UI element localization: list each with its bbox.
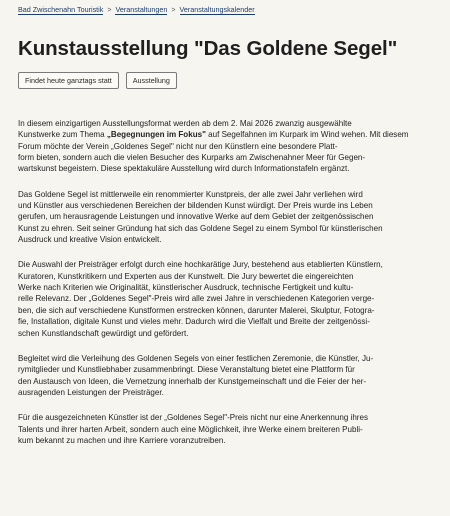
breadcrumb-link-calendar[interactable]: Veranstaltungskalender bbox=[179, 5, 255, 14]
text-line: Werke nach Kriterien wie Originalität, künstlerischer Ausdruck, technische Fertigkeit und kultu- bbox=[18, 283, 354, 293]
breadcrumb-link-events[interactable]: Veranstaltungen bbox=[115, 5, 168, 14]
text-line bbox=[18, 129, 438, 140]
text-line: Begleitet wird die Verleihung des Goldenen Segels von einer festlichen Zeremonie, die Künstler, Ju- bbox=[18, 353, 374, 363]
text-line: Kunst zu ehren. Seit seiner Gründung hat sich das Goldene Segel zu einem Symbol für künstlerischen bbox=[18, 223, 383, 233]
text-line: fie, Installation, digitale Kunst und vieles mehr. Dadurch wird die Vielfalt und Breite der zeitgenössi- bbox=[18, 317, 370, 327]
text-line: Die Auswahl der Preisträger erfolgt durch eine hochkarätige Jury, bestehend aus etablierten Künstlern, bbox=[18, 260, 383, 270]
text-line: form bieten, sondern auch die vielen Besucher des Kurparks am Zwischenahner Meer für Gegen- bbox=[18, 153, 366, 163]
highlight-theme: „Begegnungen im Fokus" bbox=[106, 130, 206, 140]
page-title: Kunstausstellung "Das Goldene Segel" bbox=[18, 37, 398, 60]
tag-category[interactable]: Ausstellung bbox=[126, 72, 177, 89]
text-segment: auf Segelfahnen im Kurpark im Wind wehen. Mit diesem bbox=[205, 130, 409, 140]
breadcrumb bbox=[18, 5, 255, 16]
text-line: rymitglieder und Kunstliebhaber zusammenbringt. Diese Veranstaltung bietet eine Plattform für bbox=[18, 365, 355, 375]
text-line: Talents und ihrer harten Arbeit, sondern auch eine Möglichkeit, ihre Werke einem breiteren Publi- bbox=[18, 424, 363, 434]
paragraph-jury bbox=[18, 259, 438, 338]
text-segment: Kunstwerke zum Thema bbox=[18, 130, 107, 140]
paragraph-ceremony bbox=[18, 353, 438, 398]
text-line: schen Kunstlandschaft gewürdigt und gefördert. bbox=[18, 328, 189, 338]
text-line: und Künstler aus verschiedenen Bereichen der bildenden Kunst würdigt. Der Preis wurde ins Leben bbox=[18, 201, 373, 211]
breadcrumb-link-home[interactable]: Bad Zwischenahn Touristik bbox=[18, 5, 104, 14]
text-line: gerufen, um herausragende Leistungen und innovative Werke auf dem Gebiet der zeitgenössischen bbox=[18, 212, 374, 222]
text-line: In diesem einzigartigen Ausstellungsformat werden ab dem 2. Mai 2026 zwanzig ausgewählte bbox=[18, 119, 352, 128]
text-line: Für die ausgezeichneten Künstler ist der „Goldenes Segel"-Preis nicht nur eine Anerkennung ihres bbox=[18, 413, 368, 423]
text-line: Das Goldene Segel ist mittlerweile ein renommierter Kunstpreis, der alle zwei Jahr verliehen wird bbox=[18, 189, 363, 199]
text-line: ben, die sich auf verschiedene Kunstformen erstrecken können, darunter Malerei, Skulptur, Fotogra- bbox=[18, 305, 375, 315]
text-line: relle Relevanz. Der „Goldenes Segel"-Preis wird alle zwei Jahre in verschiedenen Kategorien verge- bbox=[18, 294, 375, 304]
text-line: Kuratoren, Kunstkritikern und Experten aus der Kunstwelt. Die Jury bewertet die eingereichten bbox=[18, 271, 354, 281]
paragraph-prize bbox=[18, 189, 438, 246]
text-line: Forum möchte der Verein „Goldenes Segel" nicht nur den Künstlern eine besondere Platt- bbox=[18, 141, 338, 151]
tag-today[interactable]: Findet heute ganztags statt bbox=[18, 72, 119, 89]
text-line: wartskunst begeistern. Diese spektakuläre Ausstellung wird durch Informationstafeln ergänzt. bbox=[18, 164, 350, 174]
text-line: Ausdruck und kreative Vision entwickelt. bbox=[18, 235, 162, 245]
paragraph-winners bbox=[18, 412, 438, 446]
event-description bbox=[18, 118, 438, 458]
text-line: den Austausch von Ideen, die Vernetzung innerhalb der Kunstgemeinschaft und die Feier der her- bbox=[18, 376, 367, 386]
event-tags bbox=[18, 72, 177, 89]
breadcrumb-separator-icon: > bbox=[171, 7, 176, 14]
paragraph-intro bbox=[18, 118, 438, 175]
text-line: ausragenden Leistungen der Preisträger. bbox=[18, 387, 164, 397]
breadcrumb-separator-icon: > bbox=[107, 7, 112, 14]
text-line: kum bekannt zu machen und ihre Karriere voranzutreiben. bbox=[18, 435, 226, 445]
